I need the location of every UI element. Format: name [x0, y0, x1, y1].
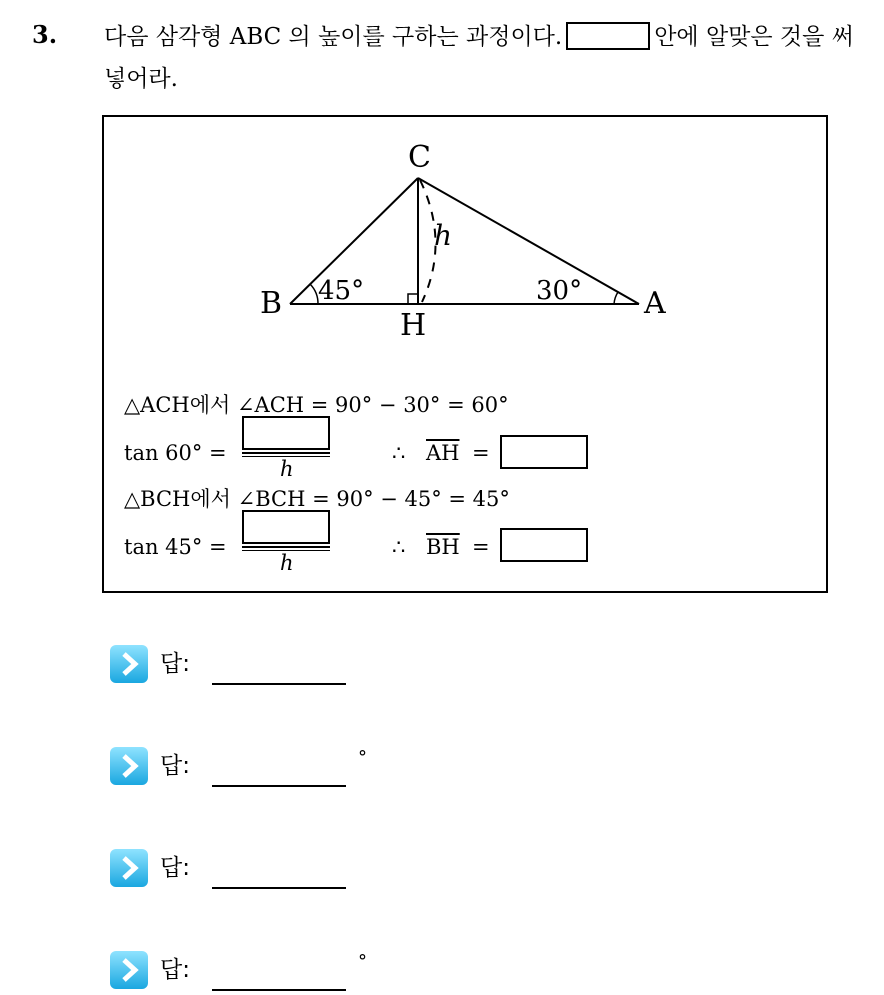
chevron-right-icon	[110, 849, 148, 887]
answer-suffix: °	[358, 747, 367, 768]
label-b: B	[260, 286, 283, 321]
question-text-before: 다음 삼각형 ABC 의 높이를 구하는 과정이다.	[104, 24, 563, 50]
blank-indicator-box	[566, 22, 650, 50]
question-text	[104, 16, 874, 100]
therefore-symbol-2: ∴	[392, 535, 406, 559]
therefore-symbol-1: ∴	[392, 441, 406, 465]
right-angle-marker	[408, 294, 418, 304]
answer-input-3[interactable]	[212, 887, 346, 889]
tan45-lhs: tan 45° =	[124, 535, 227, 559]
label-height: h	[434, 219, 453, 252]
tan45-numerator-blank[interactable]	[242, 510, 330, 544]
chevron-right-icon	[110, 747, 148, 785]
label-a: A	[644, 286, 666, 321]
question-text-after: 안에 알맞은 것을 써넣어라.	[104, 24, 854, 92]
triangle-figure	[104, 117, 826, 357]
tan60-lhs: tan 60° =	[124, 441, 227, 465]
tan60-numerator-blank[interactable]	[242, 416, 330, 450]
angle-a-arc	[614, 292, 618, 304]
question-number: 3.	[32, 20, 58, 49]
solution-frame	[102, 115, 828, 593]
chevron-right-icon	[110, 951, 148, 989]
equals-1: =	[472, 441, 490, 465]
tan45-denominator: h	[280, 551, 294, 575]
label-c: C	[408, 140, 431, 175]
answer-input-4[interactable]	[212, 989, 346, 991]
answer-label: 답:	[160, 651, 190, 677]
chevron-right-icon	[110, 645, 148, 683]
segment-bh: $\overline{BH}$	[426, 535, 460, 559]
ah-answer-blank[interactable]	[500, 435, 588, 469]
label-angle-a: 30°	[536, 276, 583, 306]
label-h-point: H	[400, 308, 427, 343]
answer-input-2[interactable]	[212, 785, 346, 787]
step-line-2: △BCH에서 ∠BCH = 90° − 45° = 45°	[124, 487, 510, 511]
answer-suffix: °	[358, 951, 367, 972]
bh-answer-blank[interactable]	[500, 528, 588, 562]
answer-label: 답:	[160, 753, 190, 779]
answer-input-1[interactable]	[212, 683, 346, 685]
equals-2: =	[472, 535, 490, 559]
tan60-denominator: h	[280, 457, 294, 481]
segment-ah: $\overline{AH}$	[426, 441, 460, 465]
step-line-1: △ACH에서 ∠ACH = 90° − 30° = 60°	[124, 393, 509, 417]
label-angle-b: 45°	[318, 276, 365, 306]
answer-label: 답:	[160, 957, 190, 983]
angle-b-arc	[310, 284, 318, 304]
answer-label: 답:	[160, 855, 190, 881]
